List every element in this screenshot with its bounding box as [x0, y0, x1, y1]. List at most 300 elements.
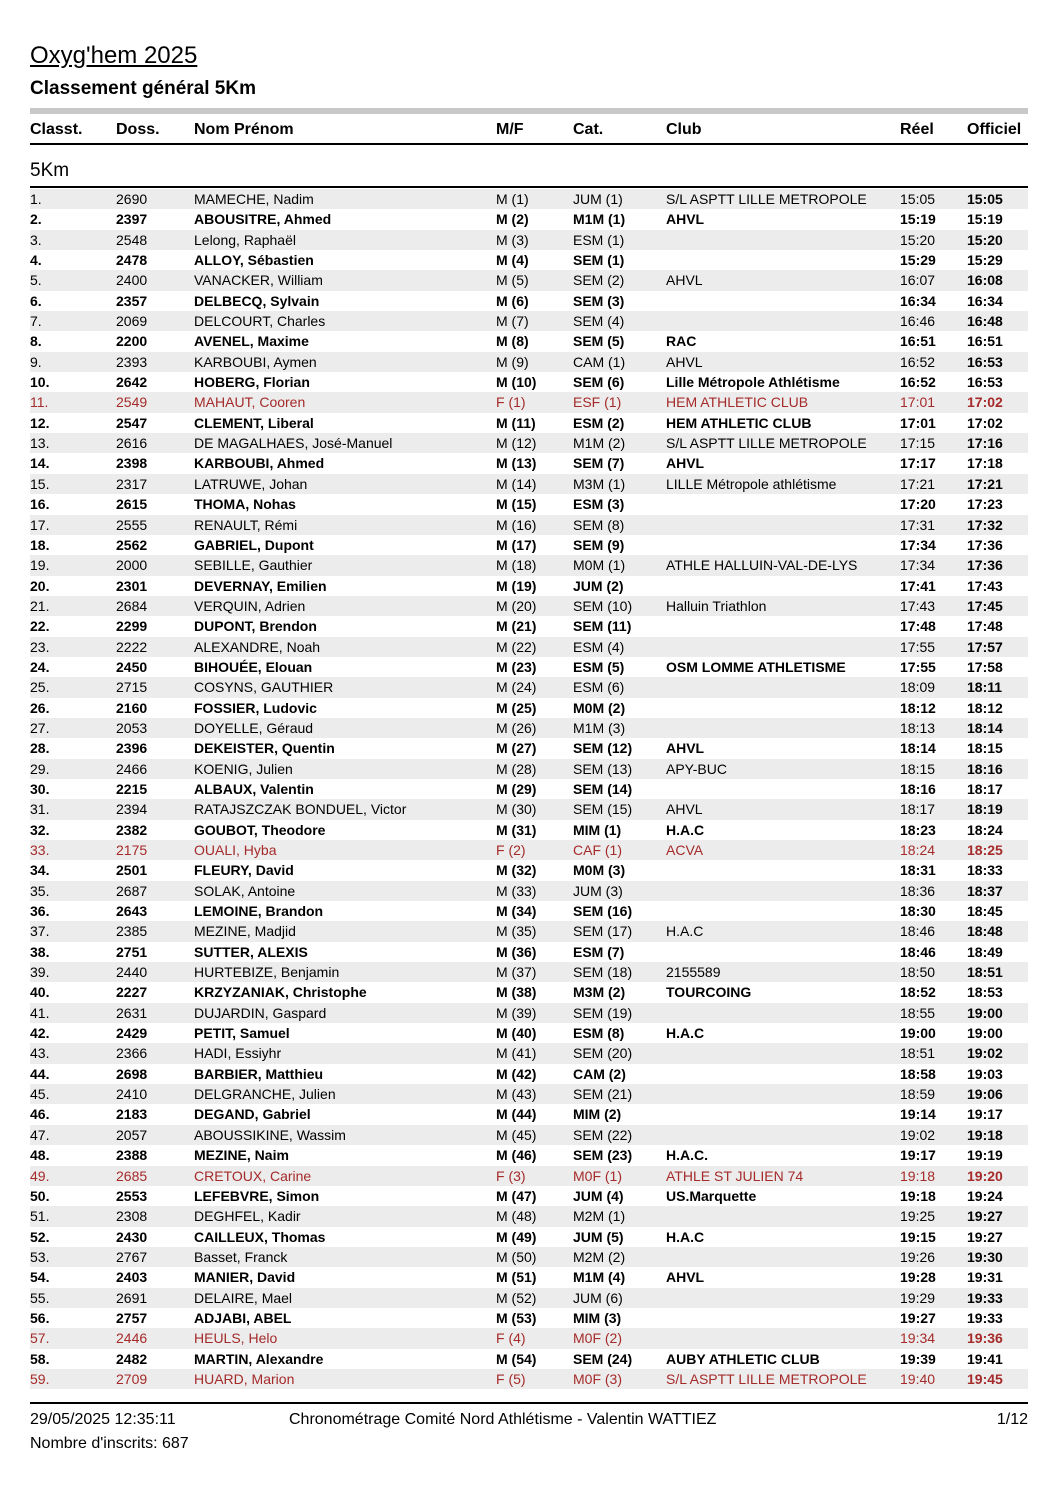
cell-officiel: 19:03	[967, 1065, 1003, 1082]
cell-name: HADI, Essiyhr	[194, 1045, 282, 1062]
table-row	[30, 311, 1028, 331]
cell-name: ALEXANDRE, Noah	[194, 638, 321, 655]
cell-officiel: 19:33	[967, 1289, 1003, 1306]
cell-doss: 2631	[116, 1004, 148, 1021]
cell-officiel: 16:48	[967, 313, 1003, 330]
col-doss: Doss.	[116, 121, 160, 138]
cell-cat: M1M (3)	[573, 719, 626, 736]
cell-mf: M (39)	[496, 1004, 537, 1021]
cell-mf: M (14)	[496, 475, 537, 492]
cell-rank: 24.	[30, 658, 50, 675]
cell-name: ABOUSSIKINE, Wassim	[194, 1126, 346, 1143]
table-row	[30, 433, 1028, 453]
table-row	[30, 1247, 1028, 1267]
table-row	[30, 291, 1028, 311]
cell-mf: F (3)	[496, 1167, 526, 1184]
cell-doss: 2160	[116, 699, 148, 716]
cell-officiel: 18:25	[967, 842, 1003, 858]
cell-cat: SEM (3)	[573, 292, 625, 309]
cell-name: DEKEISTER, Quentin	[194, 740, 335, 757]
cell-cat: SEM (4)	[573, 313, 625, 330]
table-row	[30, 982, 1028, 1002]
cell-officiel: 17:43	[967, 577, 1003, 594]
cell-mf: M (28)	[496, 760, 537, 777]
cell-rank: 6.	[30, 292, 42, 309]
cell-name: DELGRANCHE, Julien	[194, 1086, 336, 1103]
cell-officiel: 19:20	[967, 1167, 1003, 1184]
cell-reel: 18:17	[900, 801, 936, 818]
cell-reel: 19:15	[900, 1228, 936, 1245]
table-row	[30, 962, 1028, 982]
cell-rank: 4.	[30, 252, 42, 269]
cell-rank: 5.	[30, 272, 42, 289]
cell-mf: M (4)	[496, 252, 529, 269]
cell-rank: 9.	[30, 353, 42, 370]
cell-doss: 2549	[116, 394, 148, 411]
cell-cat: SEM (9)	[573, 536, 625, 553]
cell-reel: 18:15	[900, 760, 936, 777]
cell-doss: 2396	[116, 740, 148, 757]
cell-rank: 47.	[30, 1126, 50, 1143]
cell-club: OSM LOMME ATHLETISME	[666, 658, 846, 675]
cell-name: DEVERNAY, Emilien	[194, 577, 327, 594]
table-row	[30, 189, 1028, 209]
cell-cat: SEM (17)	[573, 923, 633, 940]
table-row	[30, 616, 1028, 636]
cell-name: GABRIEL, Dupont	[194, 536, 314, 553]
cell-name: KARBOUBI, Aymen	[194, 353, 317, 370]
cell-doss: 2501	[116, 862, 148, 879]
cell-name: RENAULT, Rémi	[194, 516, 298, 533]
cell-name: DE MAGALHAES, José-Manuel	[194, 435, 393, 452]
table-row	[30, 799, 1028, 819]
cell-officiel: 19:06	[967, 1086, 1003, 1103]
cell-cat: ESM (4)	[573, 638, 625, 655]
cell-name: THOMA, Nohas	[194, 496, 296, 513]
cell-name: MEZINE, Madjid	[194, 923, 296, 940]
cell-name: HURTEBIZE, Benjamin	[194, 964, 340, 981]
cell-reel: 16:52	[900, 353, 936, 370]
cell-officiel: 17:57	[967, 638, 1003, 655]
cell-cat: MIM (2)	[573, 1106, 622, 1123]
table-row	[30, 494, 1028, 514]
cell-doss: 2222	[116, 638, 148, 655]
cell-rank: 46.	[30, 1106, 50, 1123]
cell-cat: M1M (1)	[573, 211, 626, 228]
cell-mf: F (2)	[496, 842, 526, 858]
cell-rank: 49.	[30, 1167, 50, 1184]
cell-cat: ESM (7)	[573, 943, 625, 960]
cell-club: H.A.C	[666, 1025, 705, 1042]
cell-cat: M0M (3)	[573, 862, 626, 879]
cell-doss: 2410	[116, 1086, 148, 1103]
cell-mf: M (36)	[496, 943, 537, 960]
cell-mf: M (50)	[496, 1248, 537, 1265]
cell-doss: 2299	[116, 618, 148, 635]
cell-rank: 7.	[30, 313, 42, 330]
cell-cat: JUM (2)	[573, 577, 624, 594]
header-divider	[30, 108, 1028, 114]
cell-name: ABOUSITRE, Ahmed	[194, 211, 332, 228]
cell-name: LEFEBVRE, Simon	[194, 1187, 320, 1204]
cell-name: HUARD, Marion	[194, 1370, 295, 1387]
cell-cat: SEM (24)	[573, 1350, 633, 1367]
cell-doss: 2388	[116, 1147, 148, 1164]
cell-reel: 19:29	[900, 1289, 936, 1306]
cell-cat: M0F (2)	[573, 1330, 622, 1347]
table-row	[30, 453, 1028, 473]
cell-officiel: 17:32	[967, 516, 1003, 533]
cell-mf: M (13)	[496, 455, 537, 472]
cell-officiel: 18:51	[967, 964, 1003, 981]
col-rank: Classt.	[30, 121, 83, 138]
cell-officiel: 18:37	[967, 882, 1003, 899]
cell-reel: 19:02	[900, 1126, 936, 1143]
cell-rank: 42.	[30, 1025, 50, 1042]
cell-reel: 18:55	[900, 1004, 936, 1021]
cell-mf: M (41)	[496, 1045, 537, 1062]
cell-cat: SEM (23)	[573, 1147, 633, 1164]
cell-rank: 44.	[30, 1065, 50, 1082]
cell-rank: 48.	[30, 1147, 50, 1164]
cell-reel: 19:17	[900, 1147, 936, 1164]
cell-cat: ESM (3)	[573, 496, 625, 513]
cell-doss: 2555	[116, 516, 148, 533]
cell-mf: M (21)	[496, 618, 537, 635]
cell-cat: SEM (2)	[573, 272, 625, 289]
cell-club: AHVL	[666, 740, 705, 757]
cell-name: BIHOUÉE, Elouan	[194, 658, 313, 675]
cell-doss: 2450	[116, 658, 148, 675]
cell-officiel: 16:53	[967, 353, 1003, 370]
cell-doss: 2400	[116, 272, 148, 289]
table-row	[30, 331, 1028, 351]
cell-rank: 45.	[30, 1086, 50, 1103]
cell-rank: 27.	[30, 719, 50, 736]
cell-cat: ESM (8)	[573, 1025, 625, 1042]
cell-rank: 41.	[30, 1004, 50, 1021]
cell-cat: M0F (3)	[573, 1370, 622, 1387]
cell-cat: JUM (4)	[573, 1187, 624, 1204]
cell-name: KOENIG, Julien	[194, 760, 293, 777]
cell-doss: 2466	[116, 760, 148, 777]
table-row	[30, 1104, 1028, 1124]
table-row	[30, 1328, 1028, 1348]
cell-reel: 19:26	[900, 1248, 936, 1265]
cell-club: H.A.C	[666, 923, 704, 940]
cell-mf: M (34)	[496, 903, 537, 920]
cell-doss: 2317	[116, 475, 148, 492]
table-row	[30, 921, 1028, 941]
cell-name: DUJARDIN, Gaspard	[194, 1004, 327, 1021]
table-row	[30, 840, 1028, 860]
cell-doss: 2183	[116, 1106, 148, 1123]
cell-club: AHVL	[666, 801, 703, 818]
cell-name: VERQUIN, Adrien	[194, 597, 306, 614]
cell-mf: M (10)	[496, 374, 537, 391]
cell-reel: 18:59	[900, 1086, 936, 1103]
cell-name: CRETOUX, Carine	[194, 1167, 312, 1184]
cell-doss: 2615	[116, 496, 148, 513]
cell-mf: M (49)	[496, 1228, 537, 1245]
table-row	[30, 657, 1028, 677]
cell-doss: 2398	[116, 455, 148, 472]
cell-officiel: 17:58	[967, 658, 1003, 675]
cell-reel: 18:52	[900, 984, 936, 1001]
table-row	[30, 1043, 1028, 1063]
cell-reel: 19:40	[900, 1370, 936, 1387]
cell-doss: 2757	[116, 1309, 148, 1326]
cell-rank: 36.	[30, 903, 50, 920]
cell-name: SEBILLE, Gauthier	[194, 557, 313, 574]
cell-officiel: 15:05	[967, 191, 1003, 207]
cell-reel: 19:28	[900, 1269, 936, 1286]
cell-club: AUBY ATHLETIC CLUB	[666, 1350, 820, 1367]
cell-name: DEGHFEL, Kadir	[194, 1208, 301, 1225]
cell-rank: 38.	[30, 943, 50, 960]
cell-cat: CAM (2)	[573, 1065, 626, 1082]
table-row	[30, 1267, 1028, 1287]
table-row	[30, 779, 1028, 799]
cell-name: ALBAUX, Valentin	[194, 780, 314, 797]
cell-mf: M (35)	[496, 923, 537, 940]
cell-rank: 31.	[30, 801, 50, 818]
cell-doss: 2200	[116, 333, 148, 350]
cell-reel: 18:23	[900, 821, 936, 838]
cell-cat: SEM (1)	[573, 252, 625, 269]
cell-reel: 16:34	[900, 292, 936, 309]
table-row	[30, 1064, 1028, 1084]
cell-name: PETIT, Samuel	[194, 1025, 290, 1042]
section-divider	[30, 186, 1028, 188]
cell-officiel: 19:41	[967, 1350, 1003, 1367]
cell-mf: M (6)	[496, 292, 529, 309]
cell-cat: SEM (12)	[573, 740, 633, 757]
col-cat: Cat.	[573, 121, 604, 138]
cell-rank: 39.	[30, 964, 50, 981]
cell-officiel: 18:45	[967, 903, 1003, 920]
cell-officiel: 17:21	[967, 475, 1003, 492]
cell-reel: 18:31	[900, 862, 936, 879]
column-headers	[30, 119, 1028, 145]
cell-rank: 33.	[30, 842, 50, 858]
cell-officiel: 15:20	[967, 231, 1003, 248]
cell-rank: 29.	[30, 760, 50, 777]
cell-officiel: 15:19	[967, 211, 1003, 228]
col-name: Nom Prénom	[194, 121, 294, 138]
table-row	[30, 576, 1028, 596]
cell-club: Halluin Triathlon	[666, 597, 767, 614]
cell-reel: 15:20	[900, 231, 936, 248]
cell-doss: 2394	[116, 801, 148, 818]
footer-credit: Chronométrage Comité Nord Athlétisme - Valentin WATTIEZ	[289, 1411, 717, 1428]
cell-name: Lelong, Raphaël	[194, 231, 296, 248]
cell-mf: M (24)	[496, 679, 537, 696]
cell-officiel: 16:53	[967, 374, 1003, 391]
cell-officiel: 19:36	[967, 1330, 1003, 1347]
cell-rank: 12.	[30, 414, 50, 431]
cell-mf: M (19)	[496, 577, 537, 594]
page-title: Oxyg'hem 2025	[30, 42, 198, 69]
cell-name: MARTIN, Alexandre	[194, 1350, 324, 1367]
cell-name: DUPONT, Brendon	[194, 618, 317, 635]
cell-doss: 2000	[116, 557, 148, 574]
cell-mf: M (12)	[496, 435, 537, 452]
cell-doss: 2357	[116, 292, 148, 309]
cell-name: Basset, Franck	[194, 1248, 288, 1265]
cell-officiel: 18:53	[967, 984, 1003, 1001]
cell-officiel: 17:45	[967, 597, 1003, 614]
cell-officiel: 18:33	[967, 862, 1003, 879]
cell-rank: 20.	[30, 577, 50, 594]
cell-name: DEGAND, Gabriel	[194, 1106, 311, 1123]
cell-doss: 2057	[116, 1126, 148, 1143]
table-row	[30, 535, 1028, 555]
cell-mf: M (37)	[496, 964, 537, 981]
cell-doss: 2393	[116, 353, 148, 370]
cell-mf: M (17)	[496, 536, 537, 553]
cell-rank: 56.	[30, 1309, 50, 1326]
cell-name: KRZYZANIAK, Christophe	[194, 984, 367, 1001]
cell-cat: M1M (2)	[573, 435, 626, 452]
cell-officiel: 17:23	[967, 496, 1003, 513]
table-row	[30, 1369, 1028, 1389]
table-row	[30, 1145, 1028, 1165]
cell-cat: CAM (1)	[573, 353, 626, 370]
cell-mf: M (26)	[496, 719, 537, 736]
cell-officiel: 19:00	[967, 1025, 1003, 1042]
cell-cat: M0M (2)	[573, 699, 626, 716]
cell-mf: M (8)	[496, 333, 529, 350]
cell-mf: M (46)	[496, 1147, 537, 1164]
cell-rank: 23.	[30, 638, 50, 655]
cell-reel: 17:34	[900, 536, 936, 553]
cell-officiel: 18:11	[967, 679, 1003, 696]
cell-officiel: 19:31	[967, 1269, 1003, 1286]
cell-mf: M (32)	[496, 862, 537, 879]
cell-cat: SEM (22)	[573, 1126, 633, 1143]
cell-rank: 51.	[30, 1208, 50, 1225]
cell-mf: M (45)	[496, 1126, 537, 1143]
cell-doss: 2403	[116, 1269, 148, 1286]
cell-club: APY-BUC	[666, 760, 727, 777]
cell-mf: M (53)	[496, 1309, 537, 1326]
cell-mf: M (15)	[496, 496, 537, 513]
cell-club: TOURCOING	[666, 984, 752, 1001]
cell-rank: 30.	[30, 780, 50, 797]
cell-rank: 53.	[30, 1248, 50, 1265]
cell-name: ADJABI, ABEL	[194, 1309, 292, 1326]
cell-rank: 55.	[30, 1289, 50, 1306]
cell-rank: 52.	[30, 1228, 50, 1245]
cell-reel: 19:27	[900, 1309, 936, 1326]
cell-mf: M (48)	[496, 1208, 537, 1225]
table-row	[30, 820, 1028, 840]
cell-doss: 2175	[116, 842, 148, 858]
cell-rank: 11.	[30, 394, 49, 411]
cell-name: CLEMENT, Liberal	[194, 414, 314, 431]
cell-rank: 3.	[30, 231, 42, 248]
cell-club: AHVL	[666, 1269, 705, 1286]
table-row	[30, 1288, 1028, 1308]
cell-officiel: 19:45	[967, 1370, 1003, 1387]
cell-cat: SEM (11)	[573, 618, 632, 635]
cell-officiel: 18:48	[967, 923, 1003, 940]
cell-doss: 2215	[116, 780, 148, 797]
cell-reel: 16:46	[900, 313, 936, 330]
cell-doss: 2616	[116, 435, 148, 452]
cell-cat: ESM (5)	[573, 658, 625, 675]
cell-name: SUTTER, ALEXIS	[194, 943, 308, 960]
cell-rank: 18.	[30, 536, 50, 553]
cell-reel: 18:16	[900, 780, 936, 797]
cell-cat: MIM (1)	[573, 821, 622, 838]
cell-reel: 16:51	[900, 333, 936, 350]
cell-cat: MIM (3)	[573, 1309, 622, 1326]
cell-cat: JUM (1)	[573, 191, 623, 207]
cell-doss: 2690	[116, 191, 148, 207]
cell-cat: SEM (10)	[573, 597, 633, 614]
cell-reel: 17:55	[900, 658, 936, 675]
cell-club: S/L ASPTT LILLE METROPOLE	[666, 191, 867, 207]
cell-rank: 14.	[30, 455, 50, 472]
footer-registrants: Nombre d'inscrits: 687	[30, 1435, 189, 1452]
table-row	[30, 738, 1028, 758]
cell-name: FOSSIER, Ludovic	[194, 699, 317, 716]
cell-cat: SEM (13)	[573, 760, 633, 777]
cell-mf: M (27)	[496, 740, 537, 757]
table-row	[30, 637, 1028, 657]
cell-doss: 2440	[116, 964, 148, 981]
cell-mf: F (1)	[496, 394, 526, 411]
cell-reel: 19:00	[900, 1025, 936, 1042]
cell-cat: SEM (5)	[573, 333, 625, 350]
col-mf: M/F	[496, 121, 524, 138]
cell-cat: M0M (1)	[573, 557, 626, 574]
cell-doss: 2053	[116, 719, 148, 736]
table-row	[30, 698, 1028, 718]
table-row	[30, 860, 1028, 880]
cell-reel: 19:39	[900, 1350, 936, 1367]
table-row	[30, 372, 1028, 392]
cell-name: BARBIER, Matthieu	[194, 1065, 324, 1082]
cell-rank: 22.	[30, 618, 50, 635]
cell-doss: 2691	[116, 1289, 148, 1306]
cell-name: DELCOURT, Charles	[194, 313, 326, 330]
cell-rank: 34.	[30, 862, 50, 879]
cell-cat: M2M (1)	[573, 1208, 626, 1225]
footer-page-number: 1/12	[996, 1411, 1028, 1428]
cell-cat: M3M (1)	[573, 475, 626, 492]
cell-club: 2155589	[666, 964, 721, 981]
cell-reel: 18:58	[900, 1065, 936, 1082]
table-row	[30, 942, 1028, 962]
cell-officiel: 18:12	[967, 699, 1003, 716]
cell-doss: 2482	[116, 1350, 148, 1367]
cell-doss: 2429	[116, 1025, 148, 1042]
cell-cat: ESF (1)	[573, 394, 622, 411]
cell-cat: JUM (3)	[573, 882, 623, 899]
cell-officiel: 17:36	[967, 557, 1003, 574]
cell-name: MEZINE, Naim	[194, 1147, 289, 1164]
table-row	[30, 596, 1028, 616]
table-row	[30, 901, 1028, 921]
cell-mf: M (42)	[496, 1065, 537, 1082]
table-row	[30, 677, 1028, 697]
cell-doss: 2548	[116, 231, 148, 248]
cell-officiel: 19:02	[967, 1045, 1003, 1062]
cell-club: AHVL	[666, 455, 705, 472]
